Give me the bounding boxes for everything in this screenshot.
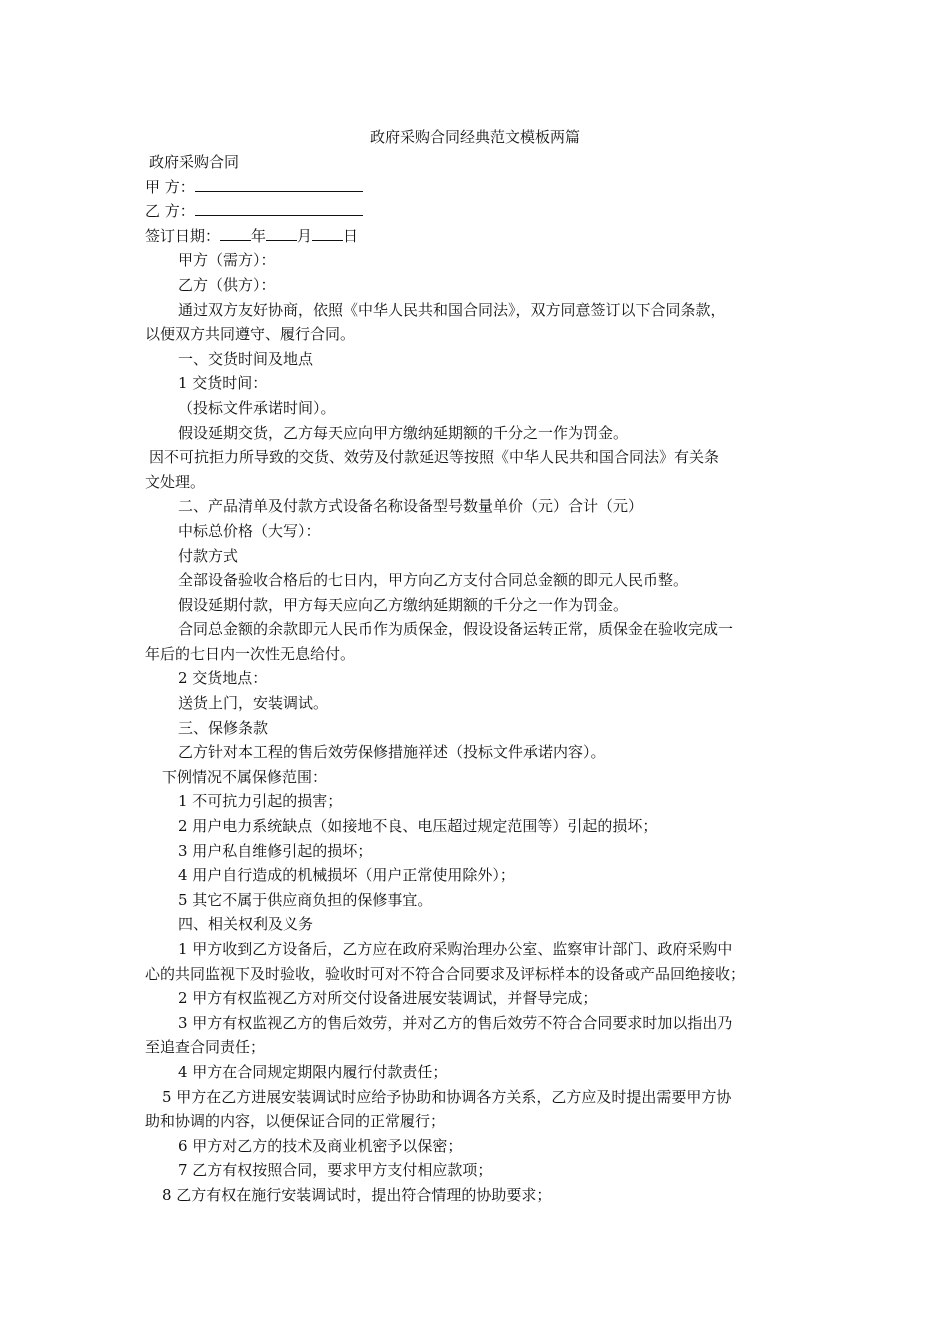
paragraph-line: 5 其它不属于供应商负担的保修事宜。 <box>178 890 433 909</box>
day-label: 日 <box>343 226 359 245</box>
paragraph-line: 三、保修条款 <box>178 718 269 737</box>
year-blank <box>220 226 251 241</box>
paragraph-line: 假设延期付款，甲方每天应向乙方缴纳延期额的千分之一作为罚金。 <box>178 595 629 614</box>
paragraph-line: 全部设备验收合格后的七日内，甲方向乙方支付合同总金额的即元人民币整。 <box>178 571 689 590</box>
paragraph-line: 6 甲方对乙方的技术及商业机密予以保密； <box>178 1136 463 1155</box>
paragraph-line: 1 不可抗力引起的损害； <box>178 792 343 811</box>
day-blank <box>312 226 343 241</box>
paragraph-line: （投标文件承诺时间）。 <box>178 398 336 417</box>
month-label: 月 <box>297 226 313 245</box>
contract-subtitle: 政府采购合同 <box>149 153 240 171</box>
paragraph-line: 1 甲方收到乙方设备后，乙方应在政府采购治理办公室、监察审计部门、政府采购中 <box>178 940 733 958</box>
paragraph-line: 合同总金额的余款即元人民币作为质保金，假设设备运转正常，质保金在验收完成一 <box>178 620 734 639</box>
paragraph-line: 付款方式 <box>178 546 239 565</box>
party-a-blank <box>195 177 363 192</box>
party-b-blank <box>195 201 363 216</box>
paragraph-line: 一、交货时间及地点 <box>178 349 314 368</box>
month-blank <box>266 226 297 241</box>
paragraph-line: 8 乙方有权在施行安装调试时，提出符合情理的协助要求； <box>162 1185 552 1204</box>
document-title: 政府采购合同经典范文模板两篇 <box>369 128 580 146</box>
party-a-line <box>145 175 810 200</box>
paragraph-line: 1 交货时间： <box>178 374 268 393</box>
contract-clauses <box>145 248 810 1207</box>
paragraph-line: 2 用户电力系统缺点（如接地不良、电压超过规定范围等）引起的损坏； <box>178 817 658 836</box>
paragraph-line: 4 甲方在合同规定期限内履行付款责任； <box>178 1062 448 1081</box>
paragraph-line: 7 乙方有权按照合同，要求甲方支付相应款项； <box>178 1161 493 1180</box>
sign-date-line <box>145 224 810 249</box>
paragraph-line: 乙方（供方）： <box>178 275 276 294</box>
party-b-line <box>145 199 810 224</box>
paragraph-line: 助和协调的内容，以便保证合同的正常履行； <box>145 1112 446 1131</box>
paragraph-line: 通过双方友好协商，依照《中华人民共和国合同法》，双方同意签订以下合同条款， <box>178 300 726 319</box>
party-a-label: 甲 方： <box>145 177 195 196</box>
paragraph-line: 3 用户私自维修引起的损坏； <box>178 841 373 860</box>
paragraph-line: 二、产品清单及付款方式设备名称设备型号数量单价（元）合计（元） <box>178 497 644 516</box>
paragraph-line: 中标总价格（大写）： <box>178 521 321 540</box>
paragraph-line: 至追查合同责任； <box>145 1038 266 1057</box>
document-body <box>145 150 810 1208</box>
paragraph-line: 5 甲方在乙方进展安装调试时应给予协助和协调各方关系，乙方应及时提出需要甲方协 <box>162 1087 732 1106</box>
paragraph-line: 假设延期交货，乙方每天应向甲方缴纳延期额的千分之一作为罚金。 <box>178 423 629 442</box>
paragraph-line: 下例情况不属保修范围： <box>162 767 328 786</box>
paragraph-line: 3 甲方有权监视乙方的售后效劳，并对乙方的售后效劳不符合合同要求时加以指出乃 <box>178 1013 733 1032</box>
paragraph-line: 乙方针对本工程的售后效劳保修措施祥述（投标文件承诺内容）。 <box>178 743 606 762</box>
paragraph-line: 以便双方共同遵守、履行合同。 <box>145 325 356 344</box>
paragraph-line: 文处理。 <box>145 472 206 491</box>
paragraph-line: 4 用户自行造成的机械损坏（用户正常使用除外）； <box>178 866 515 885</box>
sign-date-label: 签订日期： <box>145 226 221 245</box>
paragraph-line: 甲方（需方）： <box>178 251 276 270</box>
paragraph-line: 四、相关权利及义务 <box>178 915 314 934</box>
paragraph-line: 2 交货地点： <box>178 669 268 688</box>
paragraph-line: 心的共同监视下及时验收，验收时可对不符合合同要求及评标样本的设备或产品回绝接收； <box>145 964 746 983</box>
paragraph-line: 送货上门，安装调试。 <box>178 694 329 713</box>
paragraph-line: 年后的七日内一次性无息给付。 <box>145 644 356 663</box>
year-label: 年 <box>251 226 267 245</box>
party-b-label: 乙 方： <box>145 202 195 221</box>
paragraph-line: 因不可抗拒力所导致的交货、效劳及付款延迟等按照《中华人民共和国合同法》有关条 <box>149 448 720 467</box>
paragraph-line: 2 甲方有权监视乙方对所交付设备进展安装调试，并督导完成； <box>178 989 598 1008</box>
